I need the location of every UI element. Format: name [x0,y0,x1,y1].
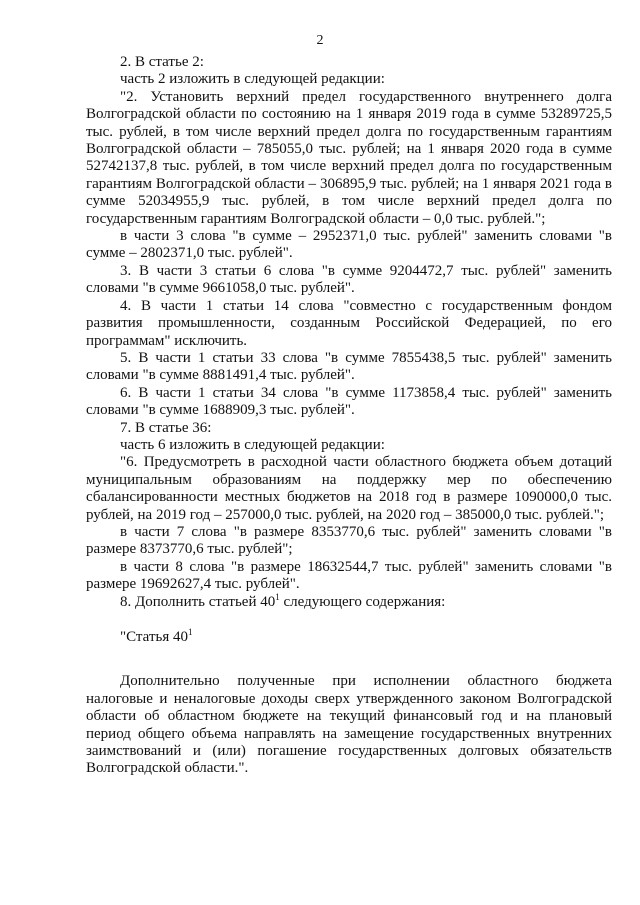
paragraph: 7. В статье 36: [120,419,212,436]
paragraph: часть 2 изложить в следующей редакции: [120,71,385,88]
paragraph: 4. В части 1 статьи 14 слова "совместно с государственным фондом развития промышленности, созданным Российской Федерацией, по его программам" исключить. [86,297,612,349]
article-heading-text: "Статья 40 [120,629,188,645]
item-8-text: 8. Дополнить статьей 40 [120,593,276,610]
article-body: Дополнительно полученные при исполнении областного бюджета налоговые и неналоговые доходы сверх утвержденного законом Волгоградской области об областном бюджете на текущий финансовый год и на плановый период общего объема направлять на замещение государственных внутренних заимствований и (или) погашение государственных долговых обязательств Волгоградской области.". [86,673,612,777]
superscript: 1 [275,591,280,602]
paragraph: "6. Предусмотреть в расходной части областного бюджета объем дотаций муниципальным образованиям на поддержку мер по обеспечению сбалансированности местных бюджетов на 2018 год в размере 1090000,0 тыс. рублей, на 2019 год – 257000,0 тыс. рублей, на 2020 год – 385000,0 тыс. рублей."; [86,454,612,523]
item-8 [86,591,612,611]
paragraph: в части 3 слова "в сумме – 2952371,0 тыс. рублей" заменить словами "в сумме – 2802371,0 тыс. рублей". [86,228,612,262]
paragraph: 5. В части 1 статьи 33 слова "в сумме 7855438,5 тыс. рублей" заменить словами "в сумме 8881491,4 тыс. рублей". [86,349,612,384]
paragraph: 3. В части 3 статьи 6 слова "в сумме 9204472,7 тыс. рублей" заменить словами "в сумме 9661058,0 тыс. рублей". [86,262,612,297]
paragraph: в части 8 слова "в размере 18632544,7 тыс. рублей" заменить словами "в размере 19692627,4 тыс. рублей". [86,558,612,593]
page-number: 2 [316,33,324,48]
article-heading [86,629,612,646]
paragraph: 6. В части 1 статьи 34 слова "в сумме 1173858,4 тыс. рублей" заменить словами "в сумме 1688909,3 тыс. рублей". [86,384,612,419]
paragraph: часть 6 изложить в следующей редакции: [120,436,385,453]
superscript: 1 [187,627,193,637]
paragraph: "2. Установить верхний предел государственного внутреннего долга Волгоградской области по состоянию на 1 января 2019 года в сумме 53289725,5 тыс. рублей, в том числе верхний предел долга по государственным гарантиям Волгоградской области – 785055,0 тыс. рублей; на 1 января 2020 года в сумме 52742137,8 тыс. рублей, в том числе верхний предел долга по государственным гарантиям Волгоградской области – 306895,9 тыс. рублей; на 1 января 2021 года в сумме 52034955,9 тыс. рублей, в том числе верхний предел долга по государственным гарантиям Волгоградской области – 0,0 тыс. рублей."; [86,88,612,227]
document-body [86,54,612,778]
paragraph: в части 7 слова "в размере 8353770,6 тыс. рублей" заменить словами "в размере 8373770,6 тыс. рублей"; [86,523,612,558]
item-8-text-tail: следующего содержания: [279,593,446,610]
paragraph: 2. В статье 2: [120,54,204,70]
